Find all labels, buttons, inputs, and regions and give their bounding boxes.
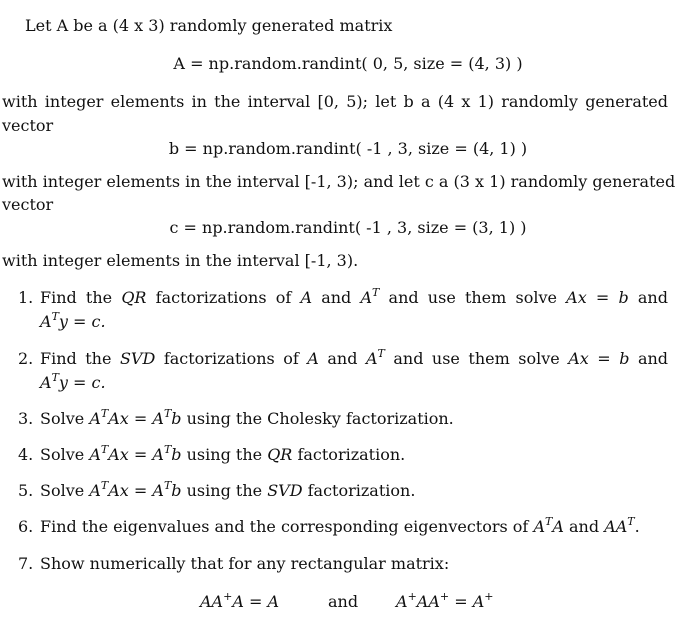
item-7-number: 7. (18, 554, 34, 573)
equation-b: b = np.random.randint( -1 , 3, size = (4, 1) ) (168, 139, 528, 158)
item-4-equation: $A^TAx = A^Tb$ (89, 443, 182, 464)
item-1-text-a: Find the (40, 288, 113, 307)
item-3-equation: $A^TAx = A^Tb$ (89, 407, 182, 428)
item-5-number: 5. (18, 481, 34, 500)
final-eq-and: and (328, 592, 359, 611)
item-1-matrix-A: A (300, 288, 313, 307)
item-1-number: 1. (18, 288, 34, 307)
item-5-text: using the (186, 481, 263, 500)
item-4-line: Solve $A^TAx = A^Tb$ using the QR factorization. (40, 443, 406, 464)
item-2-svd: SVD (119, 349, 156, 368)
item-5-method: SVD (267, 481, 303, 500)
item-6-AAT: $AA^T$ (604, 515, 635, 536)
item-2-matrix-AT: $A^T$ (365, 347, 385, 368)
item-4-number: 4. (18, 445, 34, 464)
item-6-text-b: and (569, 517, 600, 536)
item-2-text-c: and (327, 349, 358, 368)
intro-line-4: with integer elements in the interval [-1, 3). (2, 251, 359, 270)
item-1-eq-axb: Ax = b (566, 288, 629, 307)
item-2-eq-tail: y = c. (58, 373, 106, 392)
item-2-text-a: Find the (40, 349, 112, 368)
item-1-text-e: and (637, 288, 668, 307)
item-5-line: Solve $A^TAx = A^Tb$ using the SVD factorization. (40, 479, 416, 500)
item-1-text-c: and (321, 288, 352, 307)
final-eq-right: A+AA+ = A+ (396, 590, 494, 611)
item-1-qr: QR (121, 288, 147, 307)
item-1-text-b: factorizations of (155, 288, 292, 307)
item-5-tail: factorization. (307, 481, 416, 500)
item-6-line: Find the eigenvalues and the corresponding eigenvectors of $A^TA$ and $AA^T$. (40, 515, 640, 536)
item-2-eq-axb: Ax = b (568, 349, 630, 368)
item-3-text: using the Cholesky factorization. (186, 409, 454, 428)
intro-line-3: with integer elements in the interval [-1, 3); and let c a (3 x 1) randomly generated (2, 172, 676, 191)
item-2-line-1 (40, 347, 669, 368)
item-6-ATA: $A^TA$ (533, 515, 564, 536)
item-6-number: 6. (18, 517, 34, 536)
intro-line-3b: vector (2, 195, 54, 214)
item-3-number: 3. (18, 409, 34, 428)
item-4-method: QR (267, 445, 293, 464)
item-2-number: 2. (18, 349, 34, 368)
item-2-matrix-A: A (307, 349, 319, 368)
final-eq-left: AA+A = A (200, 590, 280, 611)
item-4-text: using the (186, 445, 263, 464)
item-1-matrix-AT: $A^T$ (360, 286, 380, 307)
item-1-text-d: and use them solve (388, 288, 557, 307)
item-1-eq-tail: y = c. (58, 312, 106, 331)
item-3-line: Solve $A^TAx = A^Tb$ using the Cholesky factorization. (40, 407, 454, 428)
item-4-tail: factorization. (297, 445, 406, 464)
item-2-text-e: and (637, 349, 669, 368)
intro-line-2: with integer elements in the interval [0, 5); let b a (4 x 1) randomly generated (2, 92, 668, 111)
equation-c: c = np.random.randint( -1 , 3, size = (3, 1) ) (169, 218, 527, 237)
intro-line-2b: vector (2, 116, 54, 135)
item-2-line-2: $A^Ty = c$. (40, 371, 106, 392)
item-2-text-b: factorizations of (163, 349, 299, 368)
item-5-equation: $A^TAx = A^Tb$ (89, 479, 182, 500)
intro-line-1: Let A be a (4 x 3) randomly generated matrix (25, 16, 393, 35)
equation-A: A = np.random.randint( 0, 5, size = (4, 3) ) (173, 54, 523, 73)
item-6-text-a: Find the eigenvalues and the corresponding eigenvectors of (40, 517, 529, 536)
item-1-line-2: $A^Ty = c$. (40, 310, 106, 331)
item-7-line: Show numerically that for any rectangular matrix: (40, 554, 450, 573)
item-1-line-1 (40, 286, 668, 307)
item-2-text-d: and use them solve (393, 349, 560, 368)
